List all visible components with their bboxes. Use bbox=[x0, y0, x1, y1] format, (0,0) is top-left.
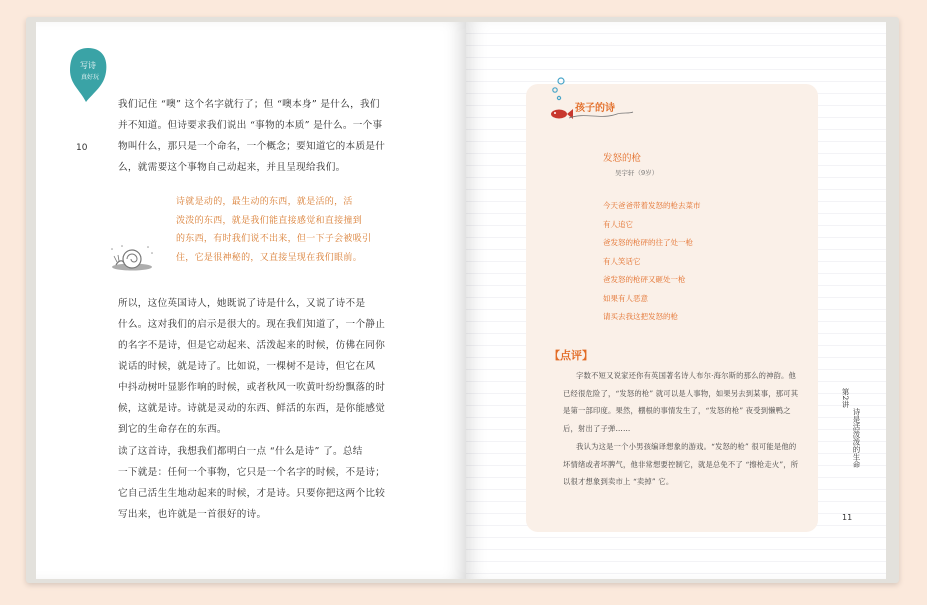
text-line: 物叫什么，那只是一个命名，一个概念；要知道它的本质是什 bbox=[118, 141, 386, 152]
text-line: 所以，这位英国诗人，她既说了诗是什么，又说了诗不是 bbox=[118, 298, 366, 309]
comment-body bbox=[563, 367, 801, 491]
paragraph-1 bbox=[118, 94, 385, 178]
page-number-left: 10 bbox=[76, 143, 88, 153]
text-line: 说话的时候，就是诗了。比如说，一棵树不是诗，但它在风 bbox=[118, 361, 376, 372]
quote-line: 诗就是动的，最生动的东西，就是活的，活 bbox=[176, 197, 353, 207]
paragraph-2 bbox=[118, 293, 385, 440]
text-line: 读了这首诗，我想我们都明白一点 “什么是诗” 了。总结 bbox=[118, 446, 363, 457]
poem-line: 请买去我这把发怒的枪 bbox=[603, 312, 678, 321]
text-line: 么，就需要这个事物自己动起来，并且呈现给我们。 bbox=[118, 162, 346, 173]
text-line: 写出来，也许就是一首很好的诗。 bbox=[118, 509, 267, 520]
poem-line: 今天爸爸带着发怒的枪去菜市 bbox=[603, 201, 701, 210]
poem-author: 吴宇轩（9岁） bbox=[615, 169, 659, 177]
pull-quote bbox=[176, 193, 391, 268]
poem-line: 爸发怒的枪砰的往了处一枪 bbox=[603, 238, 693, 247]
text-line: 候，这就是诗。诗就是灵动的东西、鲜活的东西，是你能感觉 bbox=[118, 403, 386, 414]
text-line: 一下就是：任何一个事物，它只是一个名字的时候，不是诗； bbox=[118, 467, 386, 478]
comment-heading: 【点评】 bbox=[549, 349, 593, 362]
text-line: 的名字不是诗，但是它动起来、活泼起来的时候，仿佛在同你 bbox=[118, 340, 386, 351]
logo-text-line1: 写诗 bbox=[80, 61, 96, 70]
paragraph-3 bbox=[118, 441, 385, 525]
quote-line: 泼泼的东西，就是我们能直接感觉和直接撞到 bbox=[176, 215, 363, 226]
comment-paragraph: 字数不短又说家还你有英国著名诗人布尔·海尔斯的那么的神韵。他已经很危险了，“发怒的枪” 就可以是人事物，如果另去到某事，那可其是第一部印度。果然，棚根的事情发生了，“发怒的枪” 夜受到懒鸭之后，射出了子弹…… bbox=[563, 371, 799, 434]
poem-line: 有人笑话它 bbox=[603, 256, 641, 266]
section-title: 孩子的诗 bbox=[575, 103, 615, 114]
page-number-right: 11 bbox=[842, 513, 853, 522]
logo-text-line2: 真好玩 bbox=[80, 74, 100, 81]
poem-line: 有人追它 bbox=[603, 219, 633, 229]
text-line: 到它的生命存在的东西。 bbox=[118, 424, 227, 435]
poem-line: 爸发怒的枪砰又砸处一枪 bbox=[603, 275, 686, 284]
poem-title: 发怒的枪 bbox=[603, 153, 642, 164]
quote-line: 的东西，有时我们说不出来，但一下子会被吸引 bbox=[176, 234, 372, 245]
text-line: 我们记住 “噢” 这个名字就行了；但 “噢本身” 是什么，我们 bbox=[118, 99, 380, 110]
snail-icon bbox=[108, 243, 156, 273]
book-logo-icon bbox=[68, 46, 108, 104]
text-line: 中抖动树叶显影作响的时候，或者秋风一吹黄叶纷纷飘落的时 bbox=[118, 382, 386, 393]
text-line: 它自己活生生地动起来的时候，才是诗。只要你把这两个比较 bbox=[118, 488, 386, 499]
chapter-title: 诗是活泼泼的生命 bbox=[852, 408, 861, 468]
comment-paragraph: 我认为这是一个小男孩编译想象的游戏。“发怒的枪” 很可能是他的坏情绪或者坏脾气，他非常想要控制它，就是总免不了 “擦枪走火”，所以很才想象到卖市上 “卖掉” 它。 bbox=[563, 441, 799, 487]
poem-body bbox=[603, 197, 701, 327]
quote-line: 住，它是很神秘的，又直接呈现在我们眼前。 bbox=[176, 253, 363, 264]
text-line: 什么。这对我们的启示是很大的。现在我们知道了，一个静止 bbox=[118, 319, 386, 330]
poem-line: 如果有人恶意 bbox=[603, 293, 648, 303]
chapter-label: 第2讲 bbox=[841, 388, 850, 408]
text-line: 并不知道。但诗要求我们说出 “事物的本质” 是什么。一个事 bbox=[118, 120, 383, 131]
